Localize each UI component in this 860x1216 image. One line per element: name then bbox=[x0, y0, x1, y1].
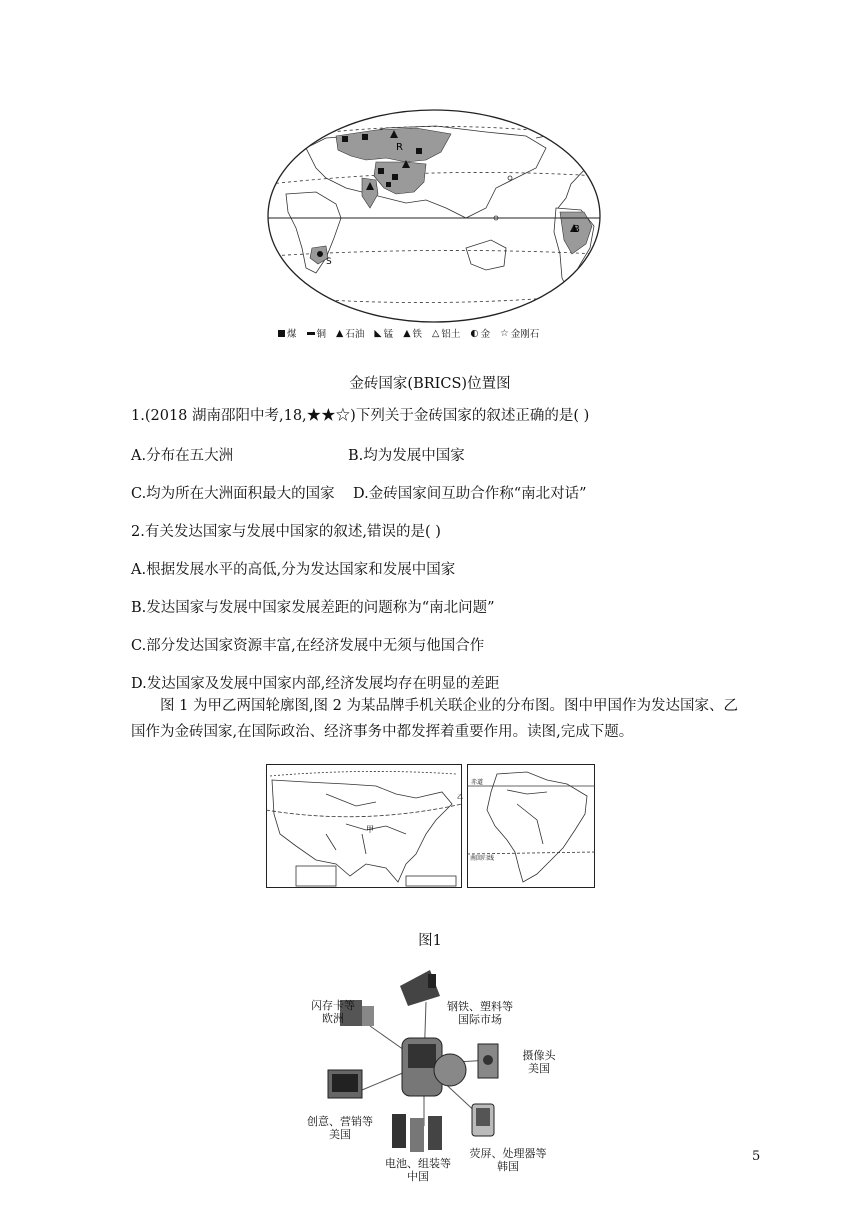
screen-region: 韩国 bbox=[497, 1160, 519, 1173]
label-jia: 甲 bbox=[366, 825, 374, 834]
map-label-s: S bbox=[326, 257, 332, 267]
coal-icon bbox=[278, 330, 285, 337]
node-creative-usa bbox=[300, 1115, 380, 1141]
q2-option-b: B.发达国家与发展中国家发展差距的问题称为“南北问题” bbox=[131, 600, 495, 616]
country-yi-outline-map bbox=[467, 764, 595, 888]
legend-diamond: 金刚石 bbox=[510, 329, 540, 340]
battery-region: 中国 bbox=[407, 1170, 429, 1183]
page-number: 5 bbox=[752, 1149, 761, 1164]
label-tropic: 南回归线 bbox=[470, 855, 495, 862]
legend-copper: 铜 bbox=[316, 329, 327, 340]
country-jia-outline-map bbox=[266, 764, 462, 888]
flash-region: 欧洲 bbox=[322, 1012, 344, 1025]
node-screen-korea bbox=[460, 1147, 556, 1173]
intro-line-1: 图 1 为甲乙两国轮廓图,图 2 为某品牌手机关联企业的分布图。图中甲国作为发达国家、乙 bbox=[160, 698, 738, 714]
map-label-b: B bbox=[573, 224, 580, 235]
creative-region: 美国 bbox=[329, 1128, 351, 1141]
q1-option-a: A.分布在五大洲 bbox=[131, 448, 234, 464]
diamond-icon: ☆ bbox=[500, 327, 509, 339]
brics-world-map bbox=[266, 108, 602, 324]
q2-option-a: A.根据发展水平的高低,分为发达国家和发展中国家 bbox=[131, 562, 456, 578]
legend-oil: 石油 bbox=[345, 329, 365, 340]
node-battery-china bbox=[376, 1157, 460, 1183]
steel-region: 国际市场 bbox=[458, 1013, 502, 1026]
gold-icon: ◐ bbox=[470, 327, 479, 339]
legend-manganese: 锰 bbox=[383, 329, 394, 340]
legend-coal: 煤 bbox=[287, 329, 297, 340]
fig1-caption: 图1 bbox=[418, 933, 442, 949]
map1-caption: 金砖国家(BRICS)位置图 bbox=[349, 376, 511, 392]
node-flash-europe bbox=[303, 999, 363, 1025]
intro-line-2: 国作为金砖国家,在国际政治、经济事务中都发挥着重要作用。读图,完成下题。 bbox=[131, 724, 634, 740]
q2-option-d: D.发达国家及发展中国家内部,经济发展均存在明显的差距 bbox=[131, 676, 500, 692]
q2-option-c: C.部分发达国家资源丰富,在经济发展中无须与他国合作 bbox=[131, 638, 485, 654]
manganese-icon: ◣ bbox=[374, 327, 382, 339]
battery-label: 电池、组装等 bbox=[385, 1157, 451, 1170]
creative-label: 创意、营销等 bbox=[307, 1115, 373, 1128]
legend-iron: 铁 bbox=[412, 329, 423, 340]
steel-label: 钢铁、塑料等 bbox=[447, 1000, 513, 1013]
q1-stem: 1.(2018 湖南邵阳中考,18,★★☆)下列关于金砖国家的叙述正确的是( ) bbox=[131, 408, 590, 424]
screen-label: 荧屏、处理器等 bbox=[469, 1147, 547, 1160]
legend-bauxite: 铝土 bbox=[441, 329, 461, 340]
legend-gold: 金 bbox=[480, 329, 491, 340]
q1-option-b: B.均为发展中国家 bbox=[348, 448, 465, 464]
q1-option-d: D.金砖国家间互助合作称“南北对话” bbox=[353, 486, 587, 502]
map-legend bbox=[278, 326, 598, 340]
camera-label: 摄像头 bbox=[522, 1049, 556, 1062]
label-equator: 赤道 bbox=[471, 779, 484, 786]
flash-label: 闪存卡等 bbox=[311, 999, 355, 1012]
node-steel-market bbox=[440, 1000, 520, 1026]
map-label-r: R bbox=[396, 142, 403, 153]
node-camera-usa bbox=[516, 1049, 562, 1075]
q2-stem: 2.有关发达国家与发展中国家的叙述,错误的是( ) bbox=[131, 524, 441, 540]
camera-region: 美国 bbox=[528, 1062, 550, 1075]
oil-icon: ▲ bbox=[336, 327, 344, 339]
iron-icon: ▲ bbox=[403, 327, 411, 339]
copper-icon bbox=[307, 332, 315, 335]
bauxite-icon: △ bbox=[432, 327, 440, 339]
label-yi: 乙 bbox=[457, 794, 464, 801]
q1-option-c: C.均为所在大洲面积最大的国家 bbox=[131, 486, 335, 502]
